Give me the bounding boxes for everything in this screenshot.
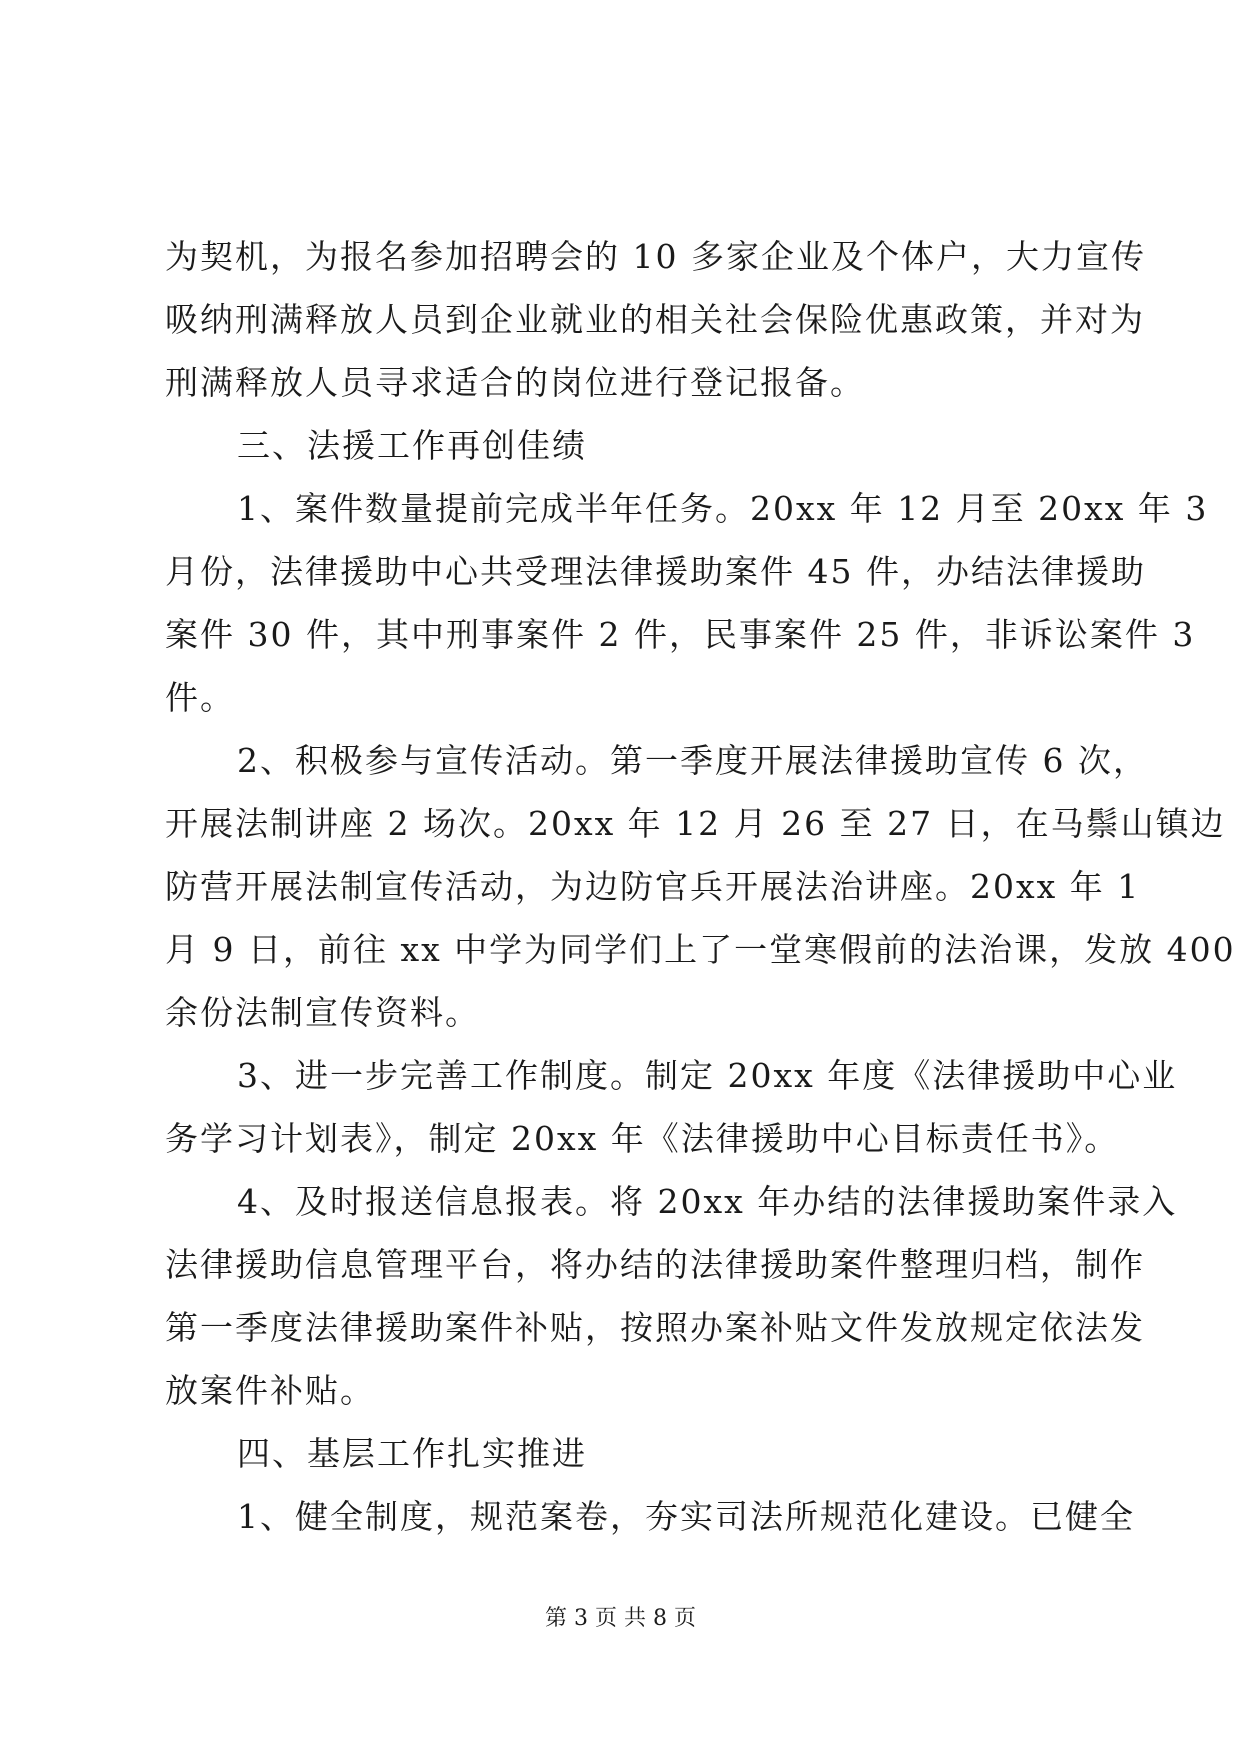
body-line: 1、案件数量提前完成半年任务。20xx 年 12 月至 20xx 年 3 bbox=[237, 489, 1209, 528]
body-line: 3、进一步完善工作制度。制定 20xx 年度《法律援助中心业 bbox=[237, 1056, 1178, 1095]
body-line: 放案件补贴。 bbox=[165, 1371, 375, 1410]
body-line: 2、积极参与宣传活动。第一季度开展法律援助宣传 6 次， bbox=[237, 741, 1148, 780]
body-line: 1、健全制度，规范案卷，夯实司法所规范化建设。已健全 bbox=[237, 1497, 1135, 1536]
body-line: 月份，法律援助中心共受理法律援助案件 45 件，办结法律援助 bbox=[165, 552, 1146, 591]
body-line: 务学习计划表》，制定 20xx 年《法律援助中心目标责任书》。 bbox=[165, 1119, 1120, 1158]
body-line: 余份法制宣传资料。 bbox=[165, 993, 480, 1032]
body-line: 开展法制讲座 2 场次。20xx 年 12 月 26 至 27 日，在马鬃山镇边 bbox=[165, 804, 1226, 843]
body-line: 为契机，为报名参加招聘会的 10 多家企业及个体户，大力宣传 bbox=[165, 237, 1146, 276]
body-line: 案件 30 件，其中刑事案件 2 件，民事案件 25 件，非诉讼案件 3 bbox=[165, 615, 1196, 654]
page-number-label: 第 3 页 共 8 页 bbox=[545, 1606, 696, 1631]
section-heading: 四、基层工作扎实推进 bbox=[237, 1434, 587, 1473]
document-body bbox=[165, 225, 1236, 1548]
body-line: 件。 bbox=[165, 678, 235, 717]
page-footer bbox=[0, 1604, 1241, 1634]
body-line: 4、及时报送信息报表。将 20xx 年办结的法律援助案件录入 bbox=[237, 1182, 1178, 1221]
body-line: 吸纳刑满释放人员到企业就业的相关社会保险优惠政策，并对为 bbox=[165, 300, 1145, 339]
body-line: 防营开展法制宣传活动，为边防官兵开展法治讲座。20xx 年 1 bbox=[165, 867, 1141, 906]
section-heading: 三、法援工作再创佳绩 bbox=[237, 426, 587, 465]
body-line: 月 9 日，前往 xx 中学为同学们上了一堂寒假前的法治课，发放 400 bbox=[165, 930, 1236, 969]
body-line: 第一季度法律援助案件补贴，按照办案补贴文件发放规定依法发 bbox=[165, 1308, 1145, 1347]
body-line: 法律援助信息管理平台，将办结的法律援助案件整理归档，制作 bbox=[165, 1245, 1145, 1284]
body-line: 刑满释放人员寻求适合的岗位进行登记报备。 bbox=[165, 363, 865, 402]
